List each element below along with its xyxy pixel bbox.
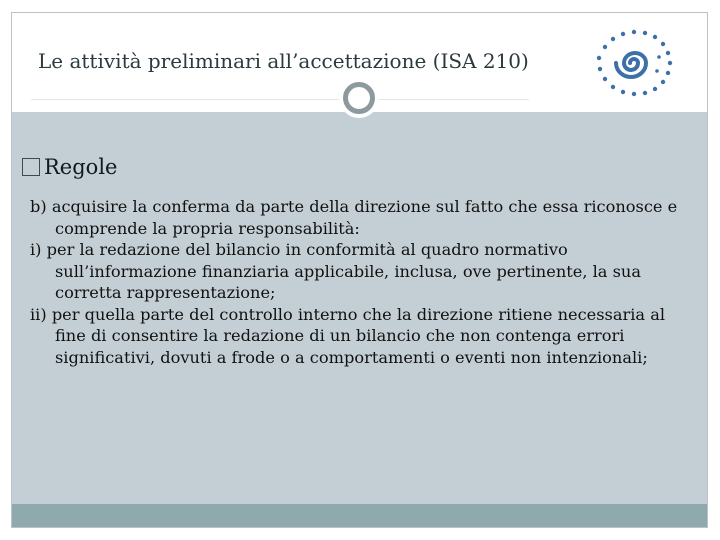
ring-divider-inner bbox=[343, 82, 375, 114]
footer-bar bbox=[12, 504, 707, 527]
slide-title: Le attività preliminari all’accettazione (ISA 210) bbox=[38, 49, 529, 73]
heading-row bbox=[22, 155, 117, 179]
checkbox-bullet-icon bbox=[22, 158, 40, 176]
title-underline bbox=[31, 99, 529, 100]
section-heading: Regole bbox=[44, 155, 118, 179]
paragraph-ii: ii) per quella parte del controllo interno che la direzione ritiene necessaria al fine di consentire la redazione di un bilancio che non contenga errori significativi, dovuti a frode o a comportamenti o eventi non intenzionali; bbox=[30, 304, 666, 367]
paragraph-b: b) acquisire la conferma da parte della direzione sul fatto che essa riconosce e comprende la propria responsabilità: bbox=[30, 197, 678, 238]
spiral-logo-icon bbox=[593, 27, 675, 99]
ring-divider-icon bbox=[339, 78, 379, 118]
paragraph-i: i) per la redazione del bilancio in conformità al quadro normativo sull’informazione finanziaria applicabile, inclusa, ove pertinente, la sua corretta rappresentazione; bbox=[30, 240, 641, 302]
body-text bbox=[30, 196, 700, 368]
